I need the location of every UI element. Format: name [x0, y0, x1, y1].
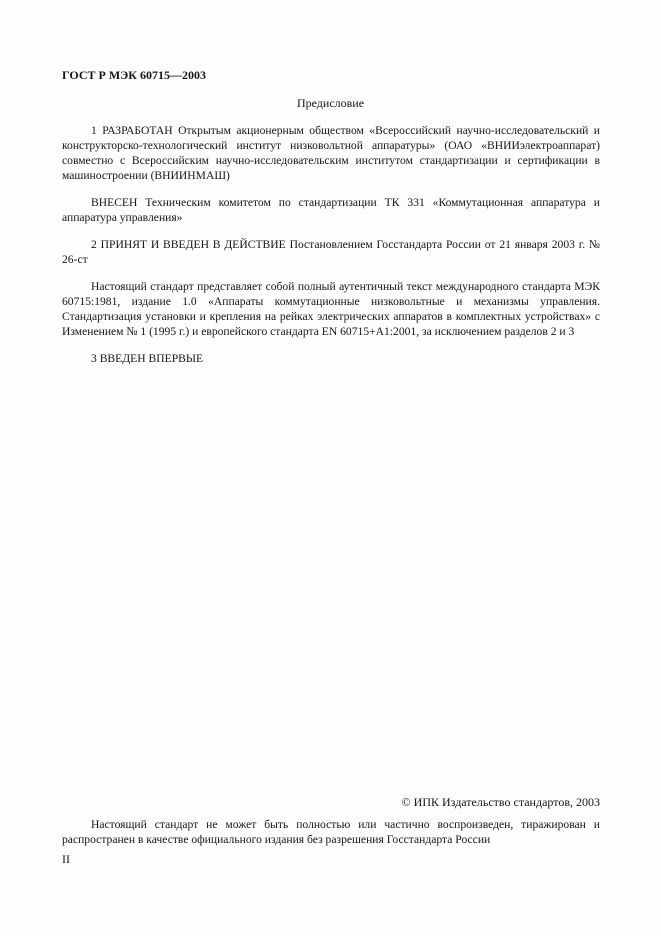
document-header: ГОСТ Р МЭК 60715—2003	[62, 68, 206, 82]
paragraph-developed-by: 1 РАЗРАБОТАН Открытым акционерным обществом «Всероссийский научно-исследовательский и конструкторско-технологический институт низковольтной аппаратуры» (ОАО «ВНИИэлектроаппарат) совместно с Всероссийским научно-исследовательским институтом стандартизации и сертификации в машиностроении (ВНИИНМАШ)	[62, 124, 600, 182]
footer-note: Настоящий стандарт не может быть полностью или частично воспроизведен, тиражирован и распространен в качестве официального издания без разрешения Госстандарта России	[62, 818, 600, 846]
document-body	[62, 123, 600, 366]
page-number: II	[62, 852, 70, 866]
paragraph-standard-description: Настоящий стандарт представляет собой полный аутентичный текст международного стандарта МЭК 60715:1981, издание 1.0 «Аппараты коммутационные низковольтные и механизмы управления. Стандартизация установки и крепления на рейках электрических аппаратов в комплектных устройствах» с Изменением № 1 (1995 г.) и европейского стандарта EN 60715+A1:2001, за исключением разделов 2 и 3	[62, 280, 600, 338]
paragraph-introduced-first-time: 3 ВВЕДЕН ВПЕРВЫЕ	[91, 352, 204, 365]
page-title: Предисловие	[296, 96, 365, 110]
paragraph-adopted: 2 ПРИНЯТ И ВВЕДЕН В ДЕЙСТВИЕ Постановлением Госстандарта России от 21 января 2003 г. № 26-ст	[62, 238, 600, 266]
copyright-notice: © ИПК Издательство стандартов, 2003	[401, 795, 600, 809]
paragraph-introduced-by: ВНЕСЕН Техническим комитетом по стандартизации ТК 331 «Коммутационная аппаратура и аппаратура управления»	[62, 196, 600, 224]
